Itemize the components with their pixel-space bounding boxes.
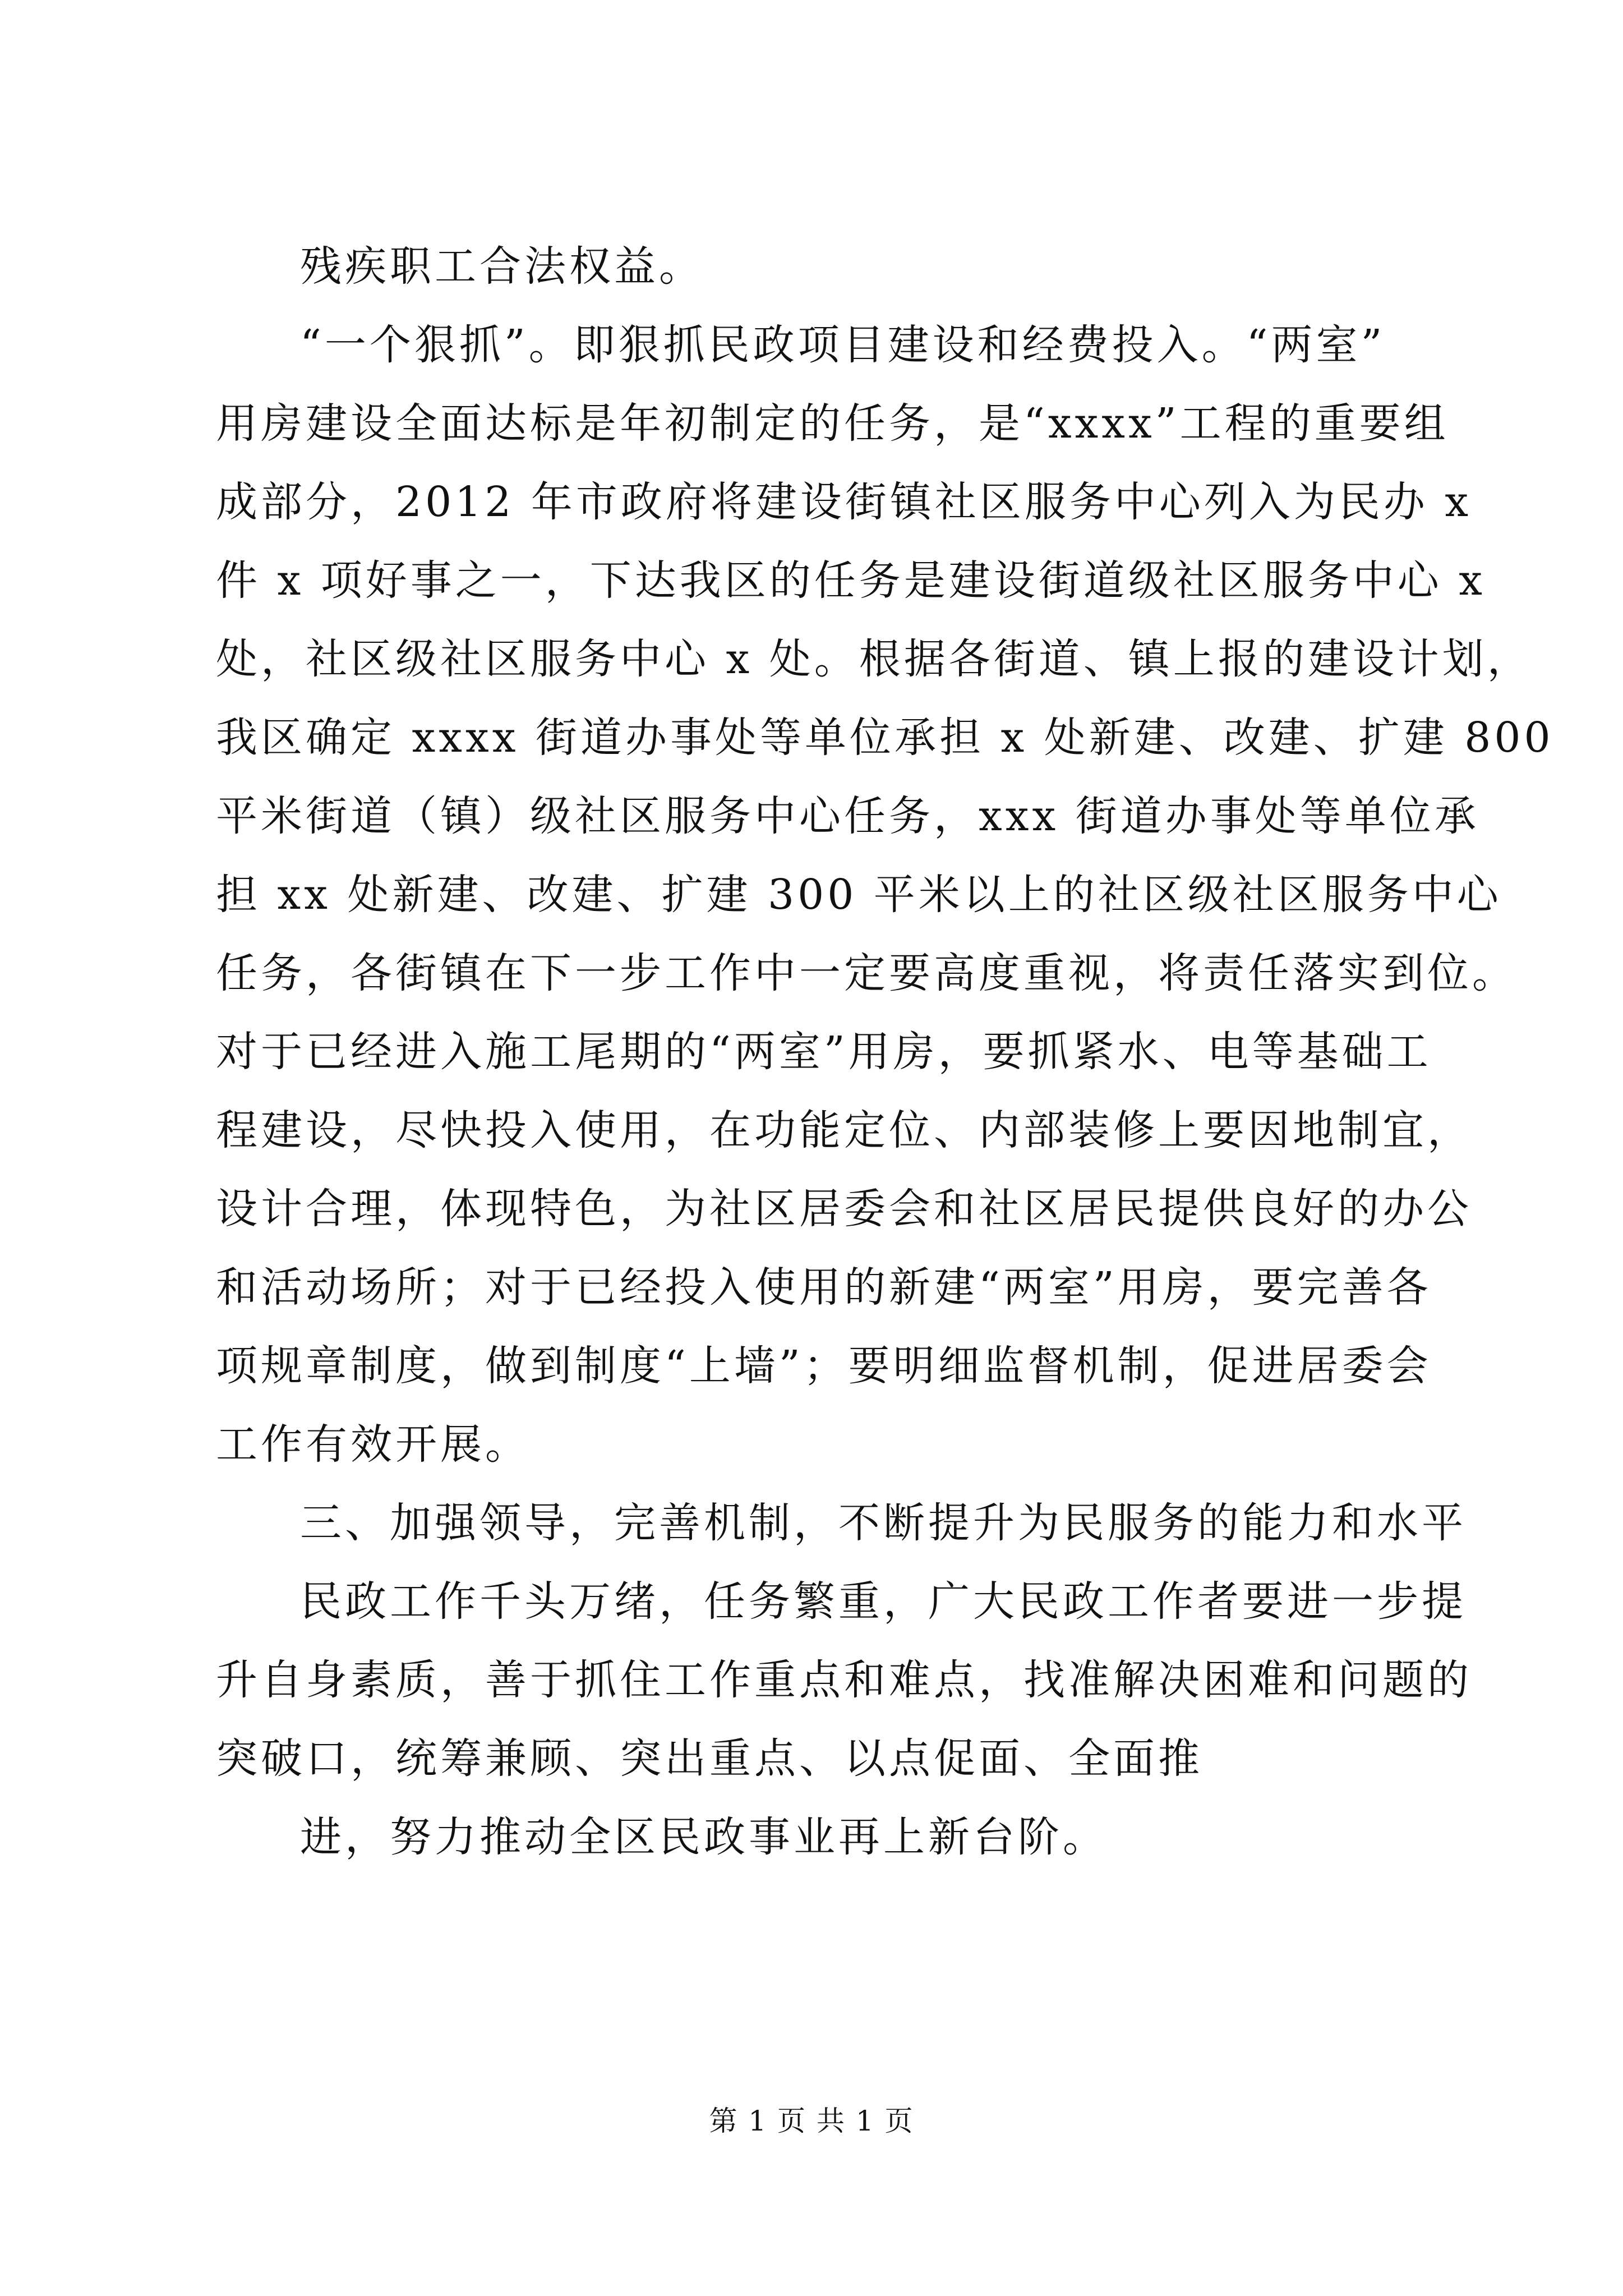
paragraph-line: 进，努力推动全区民政事业再上新台阶。: [300, 1813, 1108, 1861]
paragraph-line: 用房建设全面达标是年初制定的任务，是“xxxx”工程的重要组: [216, 399, 1449, 448]
paragraph-line: 突破口，统筹兼顾、突出重点、以点促面、全面推: [216, 1734, 1203, 1783]
paragraph-line: 升自身素质，善于抓住工作重点和难点，找准解决困难和问题的: [216, 1656, 1472, 1704]
paragraph-line: 和活动场所；对于已经投入使用的新建“两室”用房，要完善各: [216, 1263, 1432, 1312]
paragraph-line: 任务，各街镇在下一步工作中一定要高度重视，将责任落实到位。: [216, 949, 1517, 997]
paragraph-line: 设计合理，体现特色，为社区居委会和社区居民提供良好的办公: [216, 1185, 1472, 1233]
paragraph-line: 民政工作千头万绪，任务繁重，广大民政工作者要进一步提: [300, 1577, 1467, 1626]
section-heading: 三、加强领导，完善机制，不断提升为民服务的能力和水平: [300, 1499, 1467, 1547]
paragraph-line: 项规章制度，做到制度“上墙”；要明细监督机制，促进居委会: [216, 1342, 1432, 1390]
paragraph-line: 处，社区级社区服务中心 x 处。根据各街道、镇上报的建设计划，: [216, 635, 1532, 683]
paragraph-line: 成部分，2012 年市政府将建设街镇社区服务中心列入为民办 x: [216, 478, 1472, 526]
paragraph-line: 我区确定 xxxx 街道办事处等单位承担 x 处新建、改建、扩建 800: [216, 714, 1554, 762]
paragraph-line: 平米街道（镇）级社区服务中心任务，xxx 街道办事处等单位承: [216, 792, 1479, 840]
paragraph-line: 担 xx 处新建、改建、扩建 300 平米以上的社区级社区服务中心: [216, 871, 1502, 919]
paragraph-line: 对于已经进入施工尾期的“两室”用房，要抓紧水、电等基础工: [216, 1028, 1432, 1076]
paragraph-line: 程建设，尽快投入使用，在功能定位、内部装修上要因地制宜，: [216, 1106, 1472, 1154]
page-footer: 第 1 页 共 1 页: [709, 2105, 914, 2137]
paragraph-line: 残疾职工合法权益。: [300, 242, 704, 291]
paragraph-line: 件 x 项好事之一，下达我区的任务是建设街道级社区服务中心 x: [216, 556, 1486, 605]
paragraph-line: “一个狠抓”。即狠抓民政项目建设和经费投入。“两室”: [300, 321, 1386, 369]
paragraph-line: 工作有效开展。: [216, 1420, 530, 1469]
